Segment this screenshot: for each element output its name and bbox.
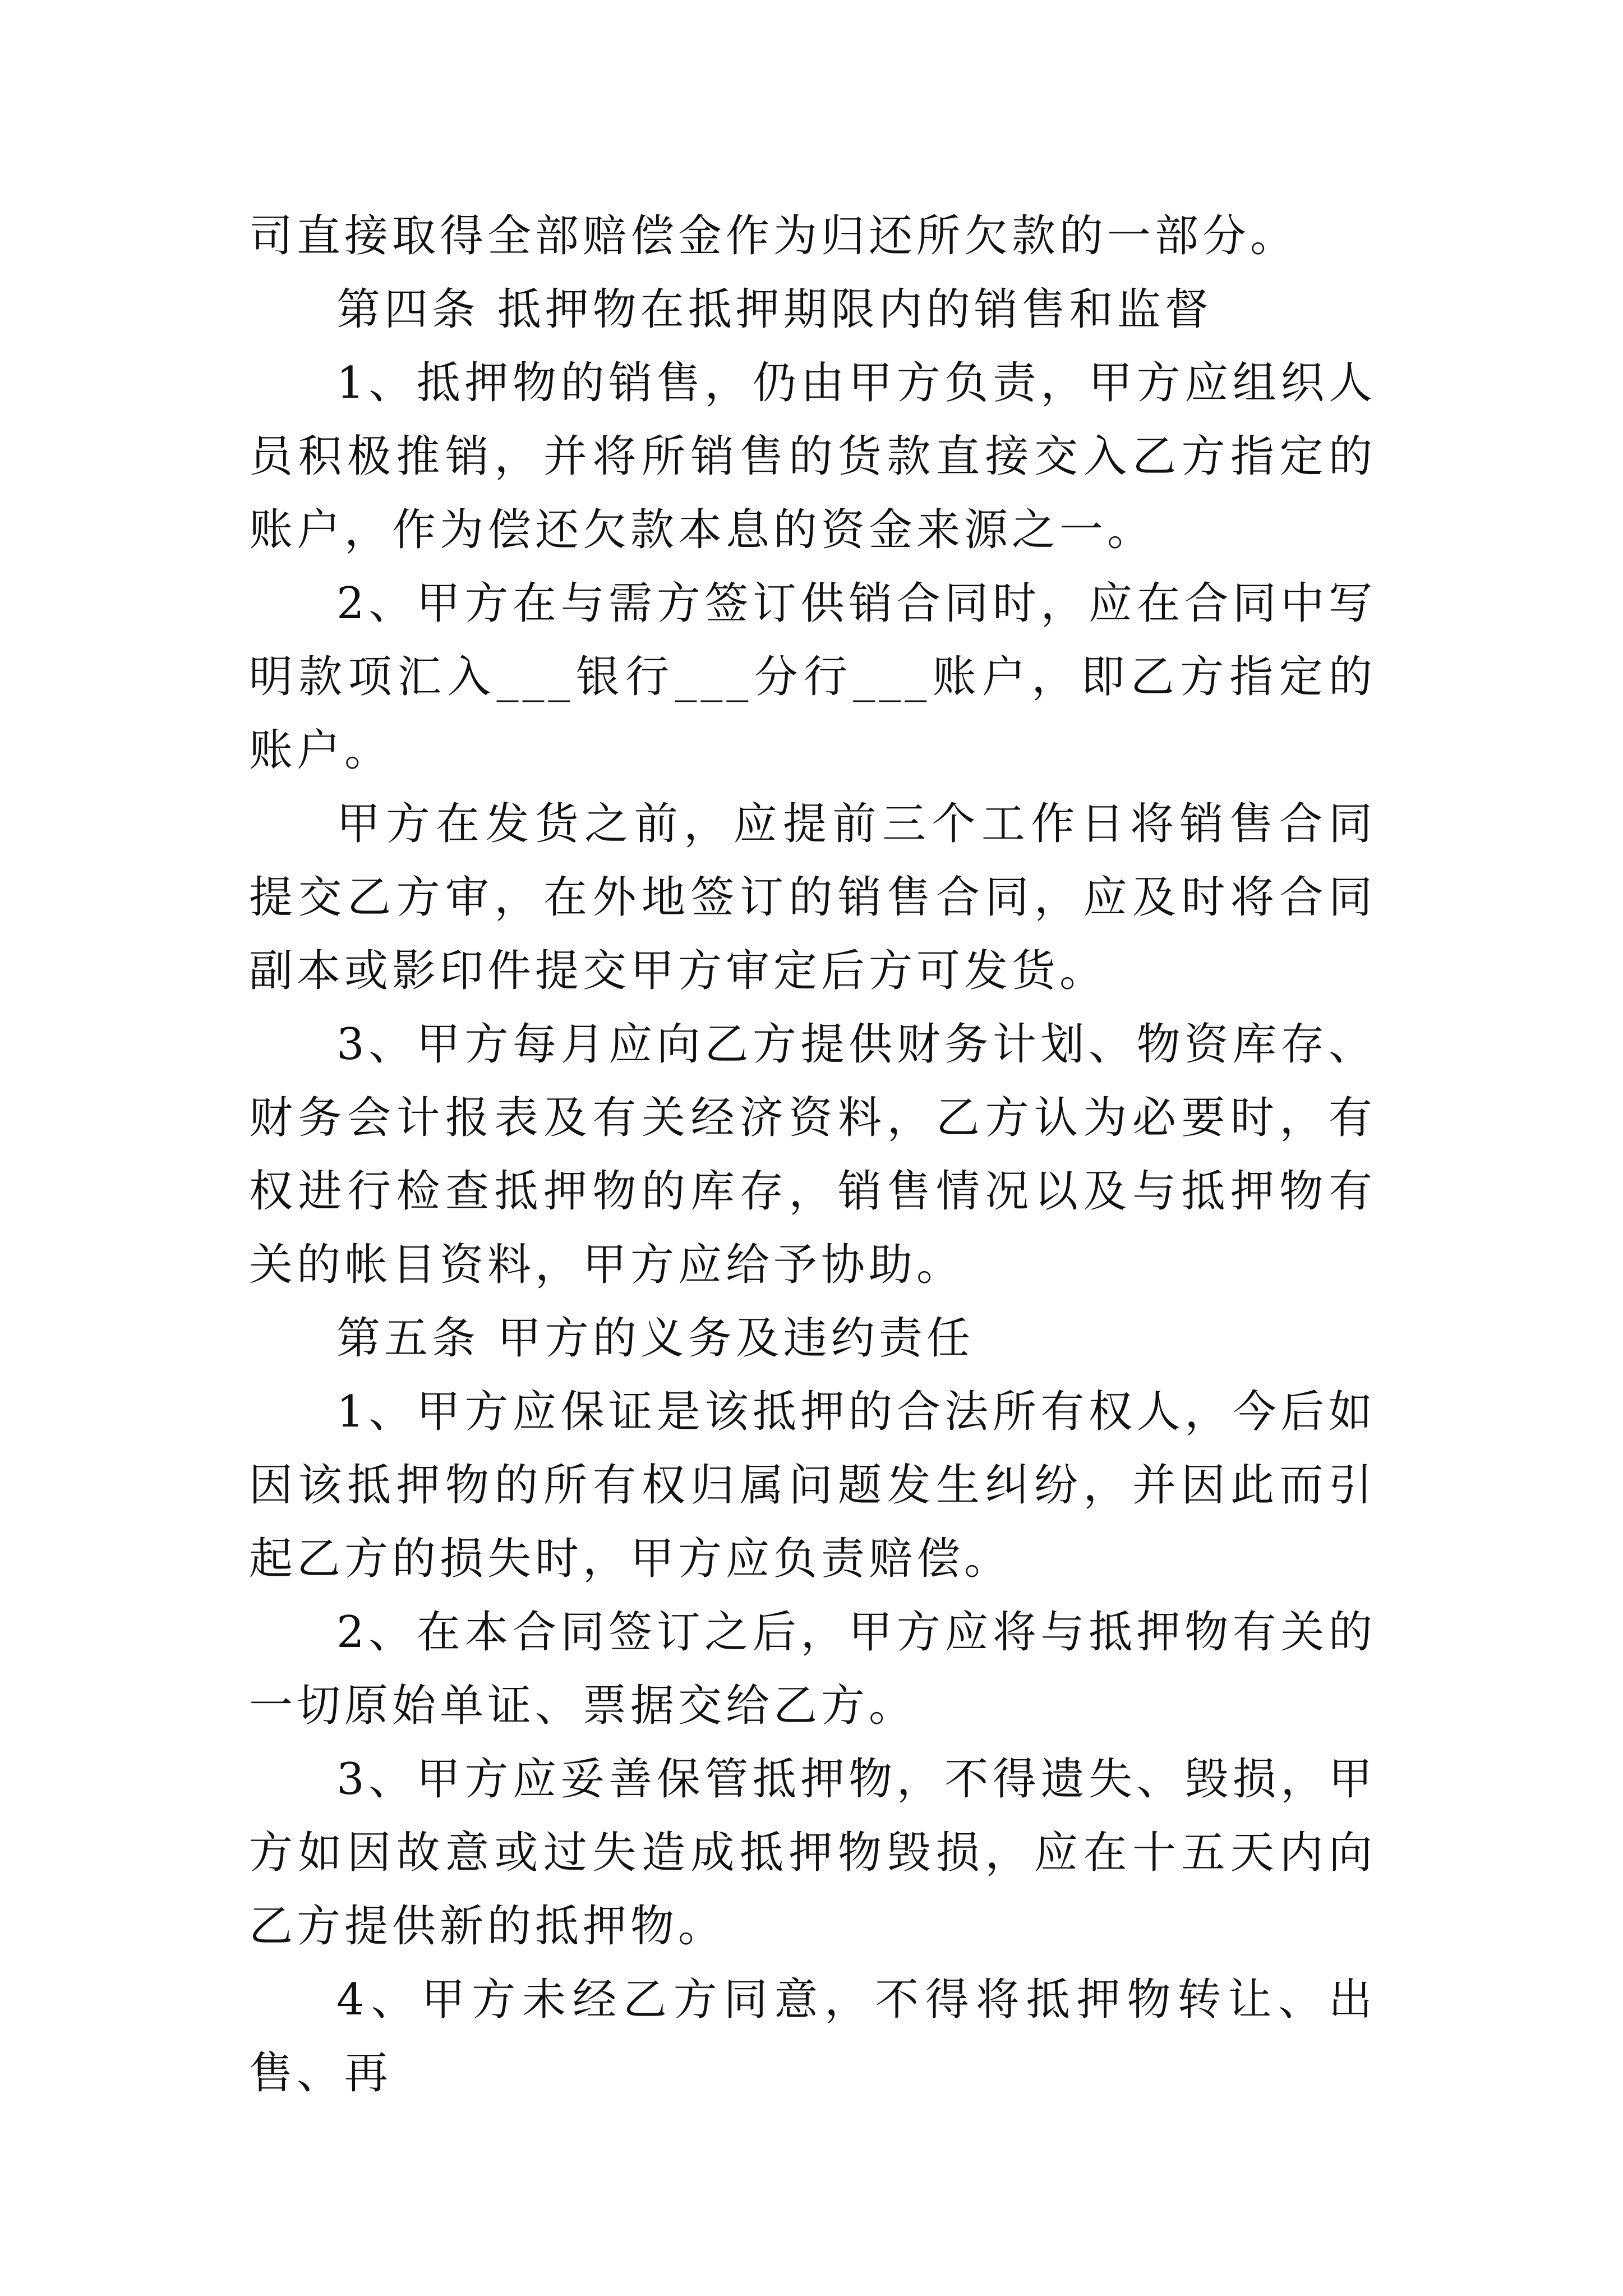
article-4-clause-2: 2、甲方在与需方签订供销合同时，应在合同中写明款项汇入___银行___分行___账户，即乙方指定的账户。: [249, 578, 1376, 776]
article-4-clause-3: 3、甲方每月应向乙方提供财务计划、物资库存、财务会计报表及有关经济资料，乙方认为必要时，有权进行检查抵押物的库存，销售情况以及与抵押物有关的帐目资料，甲方应给予协助。: [249, 1019, 1376, 1290]
article-5-clause-2: 2、在本合同签订之后，甲方应将与抵押物有关的一切原始单证、票据交给乙方。: [249, 1607, 1376, 1731]
paragraph-continuation: 司直接取得全部赔偿金作为归还所欠款的一部分。: [249, 211, 1298, 261]
article-5-clause-1: 1、甲方应保证是该抵押的合法所有权人，今后如因该抵押物的所有权归属问题发生纠纷，并因此而引起乙方的损失时，甲方应负责赔偿。: [249, 1387, 1376, 1584]
article-5-heading: 第五条 甲方的义务及违约责任: [336, 1313, 974, 1364]
article-5-clause-3: 3、甲方应妥善保管抵押物，不得遗失、毁损，甲方如因故意或过失造成抵押物毁损，应在十五天内向乙方提供新的抵押物。: [249, 1754, 1376, 1952]
article-4-heading: 第四条 抵押物在抵押期限内的销售和监督: [336, 284, 1212, 335]
article-4-clause-1: 1、抵押物的销售，仍由甲方负责，甲方应组织人员积极推销，并将所销售的货款直接交入乙方指定的账户，作为偿还欠款本息的资金来源之一。: [249, 358, 1376, 555]
article-4-clause-2-delivery: 甲方在发货之前，应提前三个工作日将销售合同提交乙方审，在外地签订的销售合同，应及时将合同副本或影印件提交甲方审定后方可发货。: [249, 799, 1376, 996]
contract-body: [249, 200, 1376, 2110]
article-5-clause-4: 4、甲方未经乙方同意，不得将抵押物转让、出售、再: [249, 1975, 1376, 2099]
